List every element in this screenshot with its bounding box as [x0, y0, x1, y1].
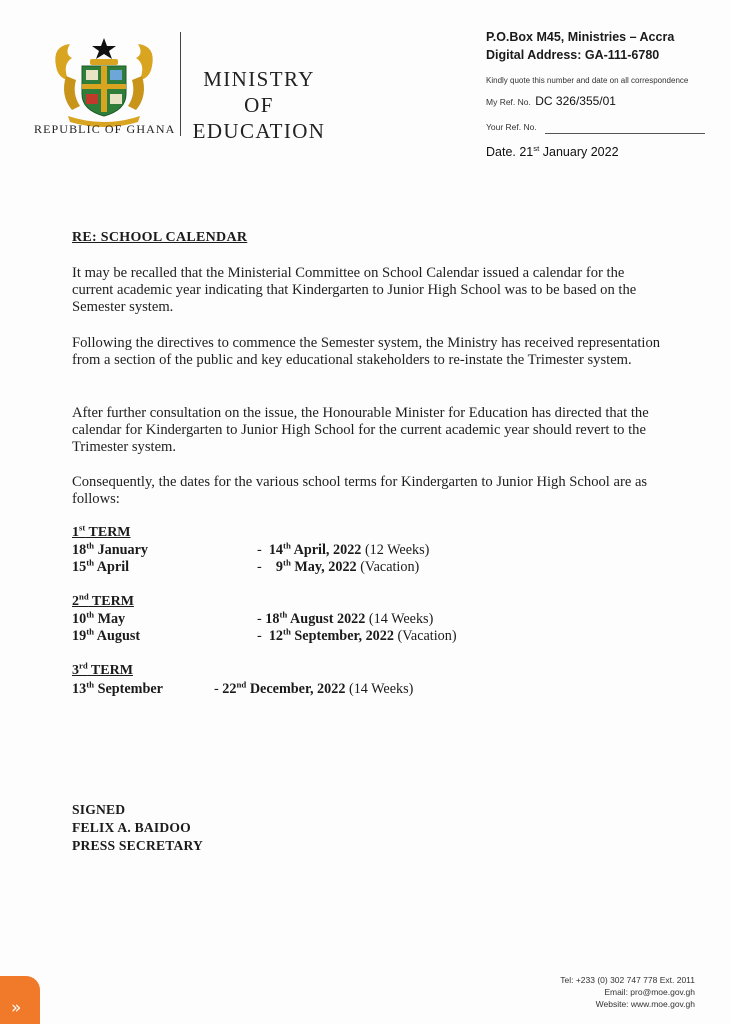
my-ref-value: DC 326/355/01: [535, 94, 616, 108]
term-start-date: 10th May: [72, 609, 126, 627]
footer-tel: Tel: +233 (0) 302 747 778 Ext. 2011: [560, 975, 695, 985]
ghana-coat-of-arms-icon: [50, 36, 158, 128]
term-end-date: - 14th April, 2022 (12 Weeks): [257, 540, 430, 558]
paragraph: Consequently, the dates for the various school terms for Kindergarten to Junior High School are as follows:: [72, 474, 648, 507]
term-note: (Vacation): [356, 559, 420, 575]
term-row: [72, 611, 433, 628]
term-note: (Vacation): [393, 628, 457, 644]
letter-date: [486, 145, 619, 159]
header-divider: [180, 32, 181, 136]
page-corner-next-button[interactable]: [0, 976, 40, 1024]
term-row: [72, 559, 419, 576]
term-start-date: 19th August: [72, 626, 141, 644]
kindly-quote-note: Kindly quote this number and date on all correspondence: [486, 76, 689, 85]
term-label: TERM: [87, 663, 133, 678]
term-heading: [72, 522, 131, 541]
term-label: TERM: [88, 594, 134, 609]
term-end-date: - 12th September, 2022 (Vacation): [257, 626, 457, 644]
footer-website: Website: www.moe.gov.gh: [595, 999, 695, 1009]
term-heading: [72, 660, 133, 679]
term-row: [72, 628, 457, 645]
term-start-date: 13th September: [72, 679, 163, 697]
paragraph: It may be recalled that the Ministerial Committee on School Calendar issued a calendar for the current academic year indicating that Kindergarten to Junior High School was to be based on the Semester system.: [72, 265, 637, 315]
term-number: 3: [72, 663, 79, 678]
your-ref-label: Your Ref. No.: [486, 122, 537, 132]
term-start-date: 15th April: [72, 557, 130, 575]
your-ref-line: [545, 133, 705, 134]
date-prefix: Date. 21: [486, 145, 534, 159]
double-chevron-right-icon: »: [11, 998, 22, 1018]
po-box: P.O.Box M45, Ministries – Accra: [486, 30, 675, 44]
term-start-date: 18th January: [72, 540, 149, 558]
signed-label: SIGNED: [72, 802, 126, 817]
term-end-date: - 9th May, 2022 (Vacation): [257, 557, 420, 575]
subject-line: RE: SCHOOL CALENDAR: [72, 230, 248, 245]
date-sup: st: [533, 143, 540, 153]
term-sup: nd: [79, 591, 89, 602]
ministry-title-line: EDUCATION: [192, 119, 326, 143]
term-number: 2: [72, 594, 79, 609]
term-sup: rd: [79, 660, 88, 671]
ministry-of-education-title: [190, 66, 328, 144]
ministry-title-line: OF: [244, 93, 274, 117]
term-row: [72, 542, 429, 559]
signatory-name: FELIX A. BAIDOO: [72, 820, 191, 835]
date-suffix: January 2022: [539, 145, 619, 159]
footer-email: Email: pro@moe.gov.gh: [604, 987, 695, 997]
term-heading: [72, 591, 134, 610]
term-note: (14 Weeks): [345, 681, 414, 697]
term-number: 1: [72, 525, 79, 540]
digital-address: Digital Address: GA-111-6780: [486, 48, 660, 62]
republic-of-ghana-label: REPUBLIC OF GHANA: [34, 122, 176, 136]
term-end-date: - 18th August 2022 (14 Weeks): [257, 609, 434, 627]
paragraph: After further consultation on the issue, the Honourable Minister for Education has directed that the calendar for Kindergarten to Junior High School for the current academic year should revert to the Trimester system.: [72, 405, 649, 455]
term-end-date: - 22nd December, 2022 (14 Weeks): [214, 679, 414, 697]
term-sup: st: [79, 522, 86, 533]
term-note: (14 Weeks): [365, 611, 434, 627]
paragraph: Following the directives to commence the Semester system, the Ministry has received representation from a section of the public and key educational stakeholders to re-instate the Trimester system.: [72, 335, 661, 368]
term-row: [72, 681, 413, 698]
my-ref: [486, 94, 616, 108]
my-ref-label: My Ref. No.: [486, 97, 531, 107]
signatory-title: PRESS SECRETARY: [72, 838, 204, 853]
ministry-title-line: MINISTRY: [203, 67, 315, 91]
term-note: (12 Weeks): [361, 542, 430, 558]
term-label: TERM: [85, 525, 131, 540]
